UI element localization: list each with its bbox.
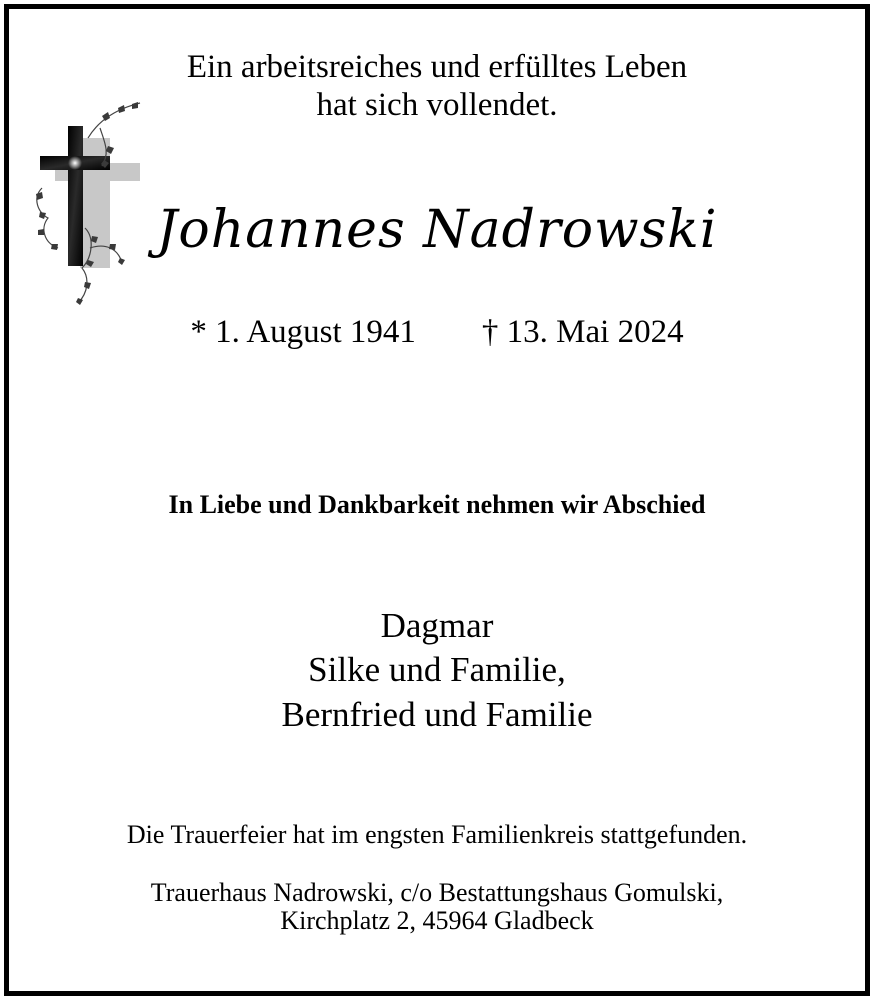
mourner-name: Silke und Familie, (308, 650, 566, 689)
farewell-line: In Liebe und Dankbarkeit nehmen wir Abschied (168, 490, 706, 519)
intro-line-2: hat sich vollendet. (316, 87, 558, 123)
address-line-1: Trauerhaus Nadrowski, c/o Bestattungshaus Gomulski, (150, 878, 724, 907)
birth-date: * 1. August 1941 (190, 314, 416, 350)
deceased-name: Johannes Nadrowski (156, 200, 718, 260)
life-dates (0, 314, 874, 351)
funeral-note: Die Trauerfeier hat im engsten Familienkreis stattgefunden. (126, 820, 748, 849)
intro-line-1: Ein arbeitsreiches und erfülltes Leben (186, 49, 688, 85)
mourner-name: Bernfried und Familie (281, 695, 593, 734)
death-date: † 13. Mai 2024 (481, 314, 684, 350)
mourner-name: Dagmar (380, 606, 494, 645)
address-line-2: Kirchplatz 2, 45964 Gladbeck (280, 906, 594, 935)
